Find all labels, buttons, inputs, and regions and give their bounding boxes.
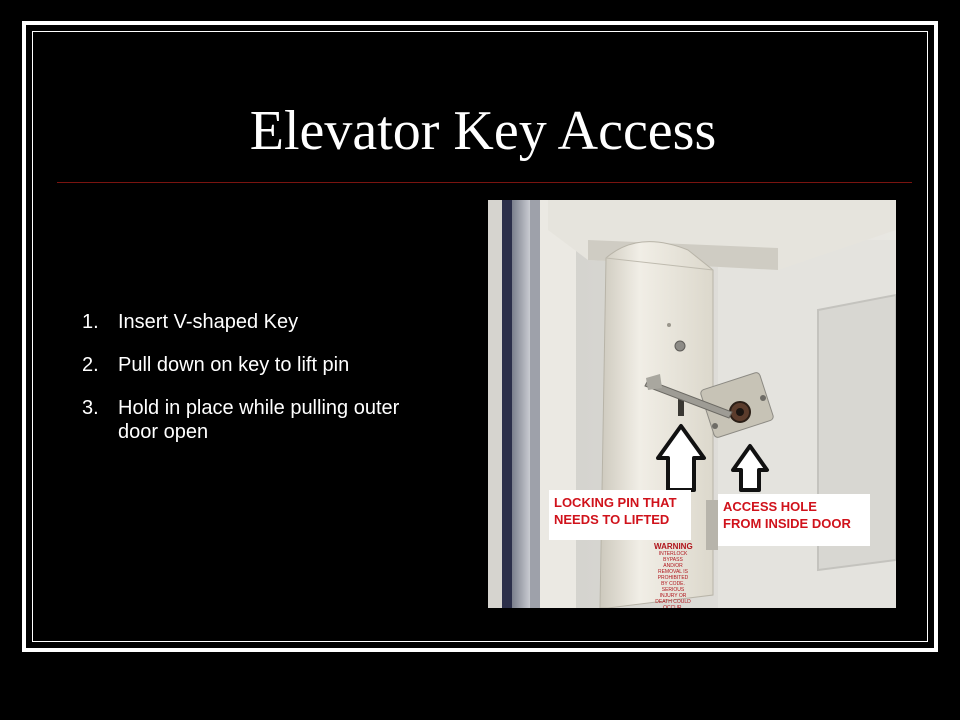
- step-number: 2.: [82, 354, 99, 376]
- step-text: Pull down on key to lift pin: [118, 354, 350, 376]
- step-text: Insert V-shaped Key: [118, 311, 299, 333]
- title-divider: [57, 182, 912, 183]
- locking-pin-callout: [549, 490, 691, 540]
- slide-title: Elevator Key Access: [249, 100, 717, 162]
- warning-body: INTERLOCK BYPASS AND/OR REMOVAL IS PROHIBITED BY CODE. SERIOUS INJURY OR DEATH COULD OCCUR.: [655, 551, 691, 608]
- callout-line: FROM INSIDE DOOR: [723, 516, 851, 531]
- step-number: 3.: [82, 397, 99, 419]
- warning-label: [654, 542, 692, 608]
- list-item: [82, 310, 422, 334]
- door-interlock-photo: [488, 200, 896, 608]
- list-item: [82, 396, 422, 444]
- list-item: [82, 353, 422, 377]
- callout-line: ACCESS HOLE: [723, 499, 817, 514]
- step-text: Hold in place while pulling outer door open: [118, 397, 400, 443]
- callout-line: NEEDS TO LIFTED: [554, 512, 670, 527]
- callout-line: LOCKING PIN THAT: [554, 495, 677, 510]
- warning-heading: WARNING: [654, 542, 693, 551]
- step-number: 1.: [82, 311, 99, 333]
- access-hole-callout: [718, 494, 870, 546]
- steps-list: [82, 310, 422, 463]
